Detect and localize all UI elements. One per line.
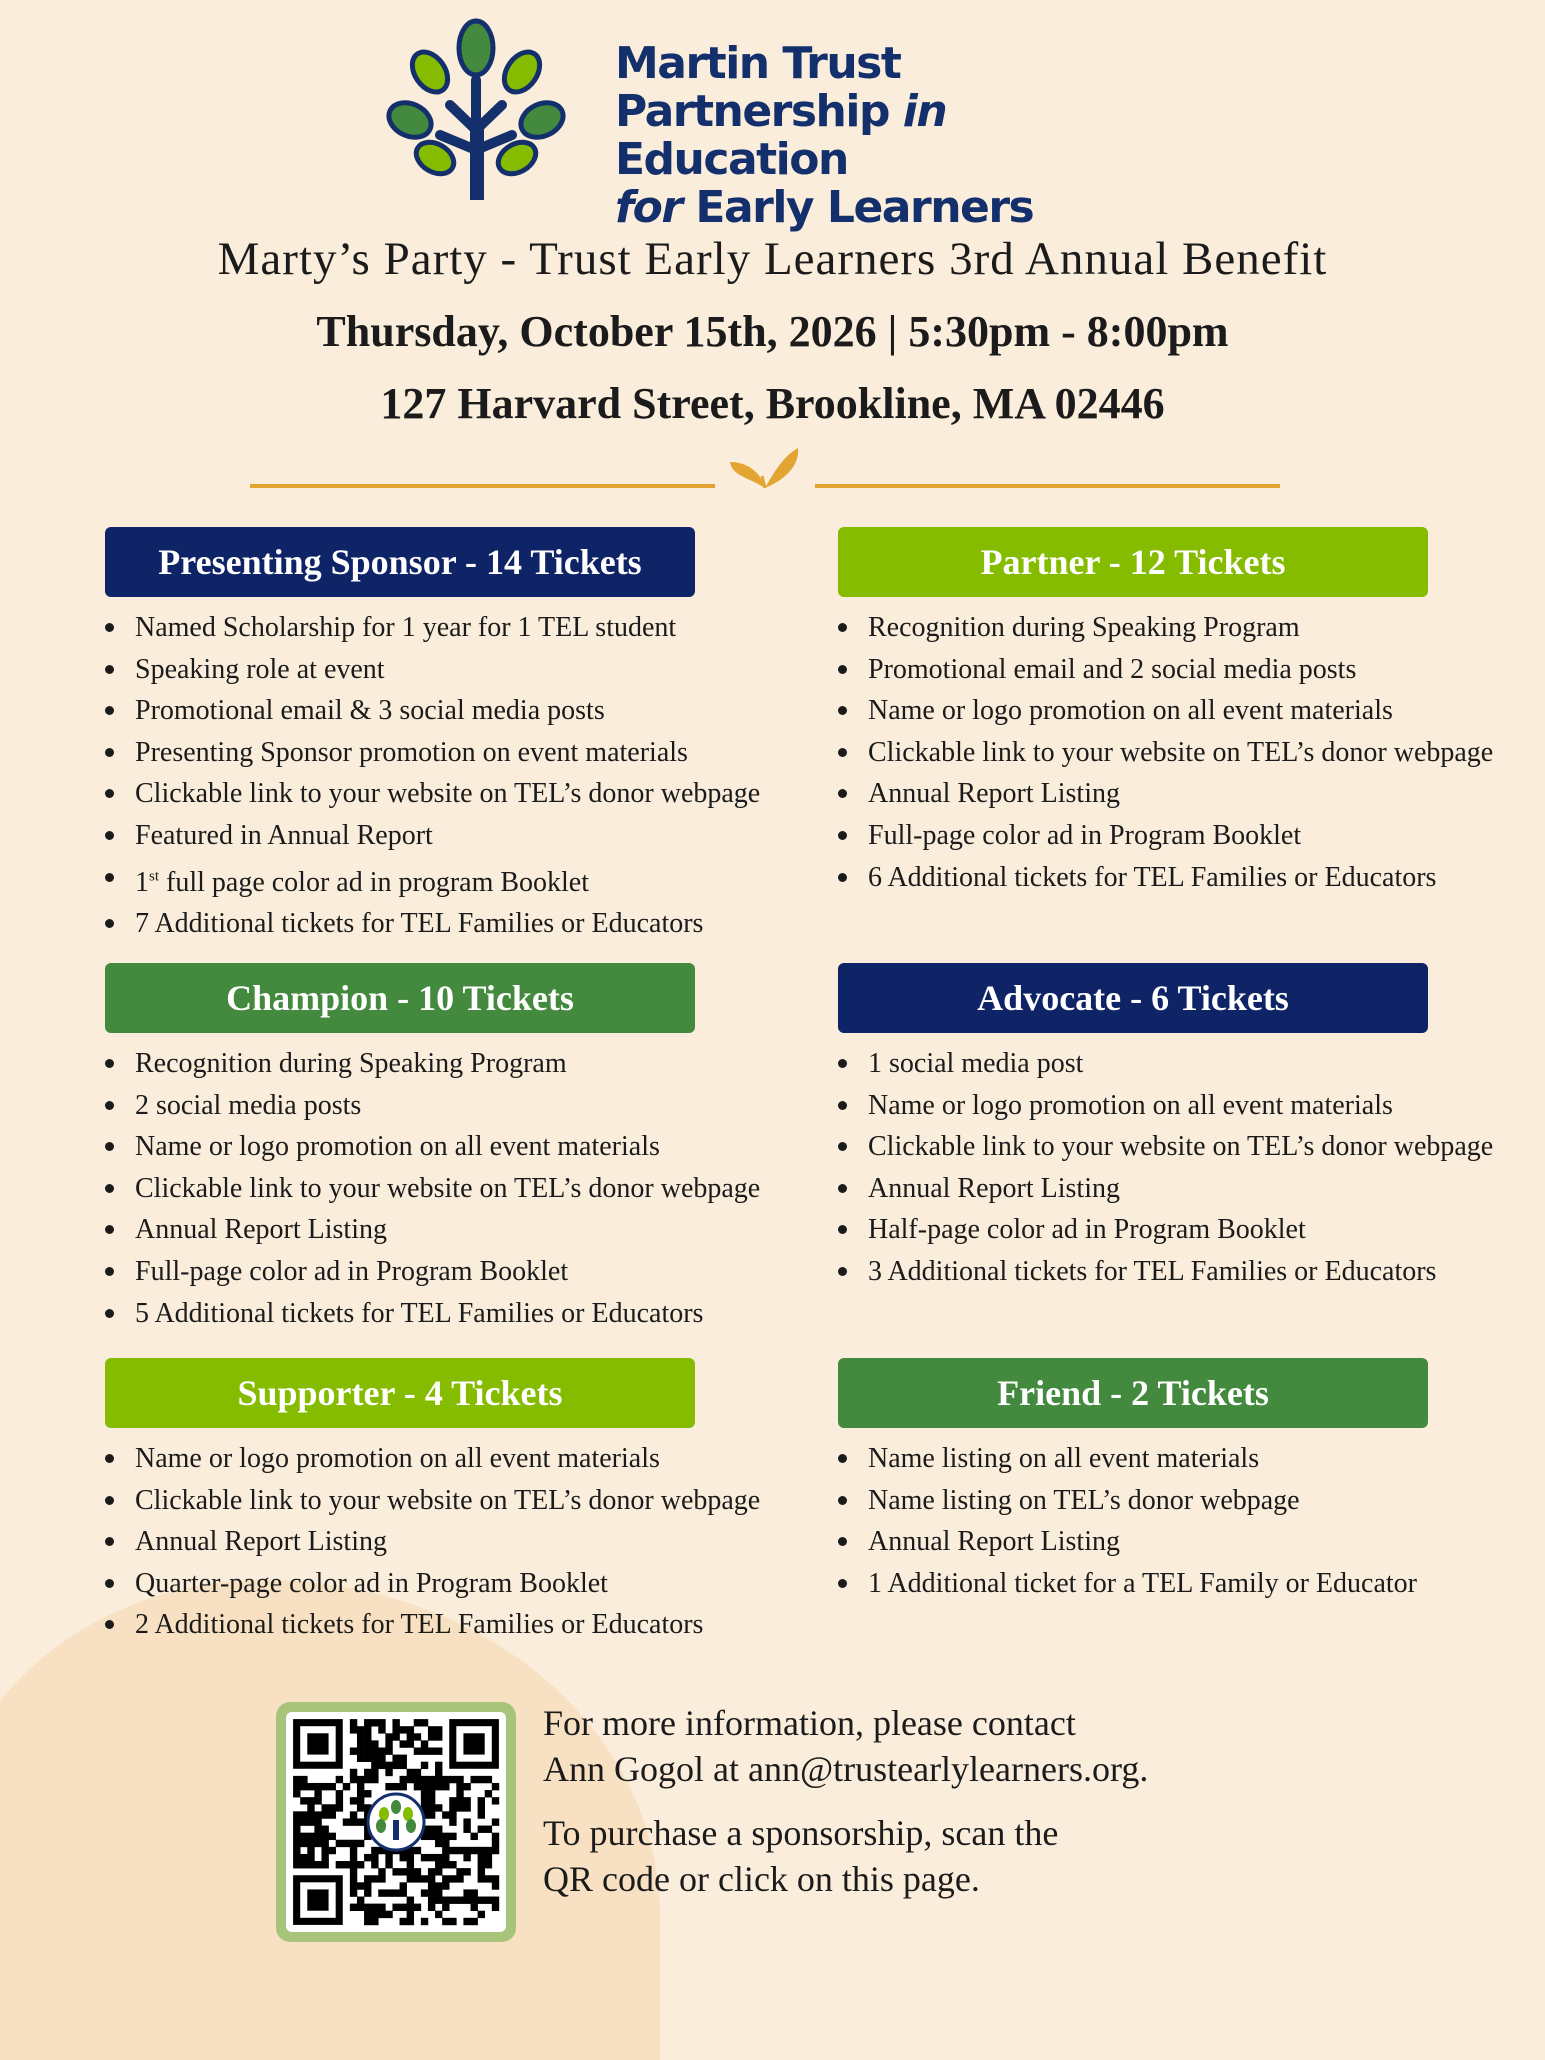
tier-header: Supporter - 4 Tickets bbox=[105, 1358, 695, 1428]
bullet-icon bbox=[105, 789, 114, 798]
tier-benefits-list bbox=[838, 1043, 1508, 1293]
list-item: 6 Additional tickets for TEL Families or Educators bbox=[838, 857, 1508, 899]
tree-logo-icon bbox=[380, 10, 590, 200]
bullet-icon bbox=[105, 1537, 114, 1546]
list-item: Clickable link to your website on TEL’s donor webpage bbox=[105, 773, 775, 815]
tier-benefits-list bbox=[105, 1438, 775, 1646]
list-item: Clickable link to your website on TEL’s donor webpage bbox=[105, 1168, 775, 1210]
bullet-icon bbox=[838, 1101, 847, 1110]
bullet-icon bbox=[838, 831, 847, 840]
qr-code-icon[interactable] bbox=[286, 1712, 506, 1932]
bullet-icon bbox=[105, 665, 114, 674]
bullet-icon bbox=[105, 706, 114, 715]
list-item: Presenting Sponsor promotion on event materials bbox=[105, 732, 775, 774]
bullet-icon bbox=[838, 1059, 847, 1068]
bullet-icon bbox=[838, 1496, 847, 1505]
list-item: Clickable link to your website on TEL’s donor webpage bbox=[838, 732, 1508, 774]
list-item: Quarter-page color ad in Program Booklet bbox=[105, 1563, 775, 1605]
list-item: Annual Report Listing bbox=[105, 1521, 775, 1563]
bullet-icon bbox=[838, 1454, 847, 1463]
tier-header: Friend - 2 Tickets bbox=[838, 1358, 1428, 1428]
list-item: Half-page color ad in Program Booklet bbox=[838, 1209, 1508, 1251]
bullet-icon bbox=[105, 1101, 114, 1110]
bullet-icon bbox=[105, 1454, 114, 1463]
tier-partner bbox=[838, 527, 1508, 898]
tier-supporter bbox=[105, 1358, 775, 1646]
bullet-icon bbox=[105, 1225, 114, 1234]
tier-benefits-list bbox=[105, 607, 775, 945]
tier-benefits-list bbox=[105, 1043, 775, 1334]
list-item: Annual Report Listing bbox=[838, 1168, 1508, 1210]
logo-line-3a: for bbox=[615, 182, 682, 233]
list-item: Annual Report Listing bbox=[838, 1521, 1508, 1563]
list-item: Promotional email and 2 social media posts bbox=[838, 649, 1508, 691]
bullet-icon bbox=[105, 748, 114, 757]
bullet-icon bbox=[105, 1309, 114, 1318]
qr-code-frame[interactable] bbox=[276, 1702, 516, 1942]
purchase-line-2[interactable]: QR code or click on this page. bbox=[543, 1859, 980, 1899]
list-item: Speaking role at event bbox=[105, 649, 775, 691]
tier-header: Presenting Sponsor - 14 Tickets bbox=[105, 527, 695, 597]
contact-line-1: For more information, please contact bbox=[543, 1703, 1076, 1743]
bullet-icon bbox=[105, 831, 114, 840]
bullet-icon bbox=[838, 1267, 847, 1276]
list-item: Featured in Annual Report bbox=[105, 815, 775, 857]
contact-info bbox=[543, 1700, 1243, 1920]
logo-line-2 bbox=[615, 88, 1180, 184]
list-item: Name or logo promotion on all event materials bbox=[838, 690, 1508, 732]
list-item: 7 Additional tickets for TEL Families or Educators bbox=[105, 903, 775, 945]
list-item: Full-page color ad in Program Booklet bbox=[838, 815, 1508, 857]
tier-friend bbox=[838, 1358, 1508, 1604]
qr-code-pattern bbox=[286, 1712, 506, 1932]
bullet-icon bbox=[105, 1496, 114, 1505]
bullet-icon bbox=[838, 748, 847, 757]
logo-line-3 bbox=[615, 184, 1180, 232]
tier-header: Advocate - 6 Tickets bbox=[838, 963, 1428, 1033]
list-item: Promotional email & 3 social media posts bbox=[105, 690, 775, 732]
list-item: Clickable link to your website on TEL’s donor webpage bbox=[105, 1480, 775, 1522]
logo-header bbox=[380, 10, 1180, 233]
tier-presenting-sponsor bbox=[105, 527, 775, 945]
logo-line-2c: Education bbox=[615, 134, 848, 185]
tier-advocate bbox=[838, 963, 1508, 1293]
leaf-divider-icon bbox=[250, 440, 1280, 490]
logo-wordmark bbox=[615, 40, 1180, 232]
list-item: 1 Additional ticket for a TEL Family or Educator bbox=[838, 1563, 1508, 1605]
bullet-icon bbox=[838, 789, 847, 798]
list-item: Name or logo promotion on all event materials bbox=[838, 1085, 1508, 1127]
bullet-icon bbox=[105, 1142, 114, 1151]
bullet-icon bbox=[838, 1537, 847, 1546]
bullet-icon bbox=[105, 1184, 114, 1193]
logo-line-2b: in bbox=[902, 86, 947, 137]
bullet-icon bbox=[105, 1059, 114, 1068]
bullet-icon bbox=[838, 1225, 847, 1234]
bullet-icon bbox=[105, 919, 114, 928]
list-item: Full-page color ad in Program Booklet bbox=[105, 1251, 775, 1293]
bullet-icon bbox=[838, 623, 847, 632]
contact-line-2[interactable]: Ann Gogol at ann@trustearlylearners.org. bbox=[543, 1749, 1149, 1789]
bullet-icon bbox=[105, 1579, 114, 1588]
bullet-icon bbox=[838, 1184, 847, 1193]
bullet-icon bbox=[838, 706, 847, 715]
list-item: Name or logo promotion on all event materials bbox=[105, 1438, 775, 1480]
tier-benefits-list bbox=[838, 1438, 1508, 1604]
list-item: 5 Additional tickets for TEL Families or Educators bbox=[105, 1293, 775, 1335]
tier-header: Partner - 12 Tickets bbox=[838, 527, 1428, 597]
event-address: 127 Harvard Street, Brookline, MA 02446 bbox=[380, 379, 1165, 428]
list-item: Recognition during Speaking Program bbox=[105, 1043, 775, 1085]
list-item: Annual Report Listing bbox=[105, 1209, 775, 1251]
list-item: Name listing on TEL’s donor webpage bbox=[838, 1480, 1508, 1522]
list-item: Name or logo promotion on all event materials bbox=[105, 1126, 775, 1168]
logo-line-1: Martin Trust bbox=[615, 38, 901, 89]
logo-line-2a: Partnership bbox=[615, 86, 903, 137]
list-item: 1 social media post bbox=[838, 1043, 1508, 1085]
bullet-icon bbox=[838, 873, 847, 882]
bullet-icon bbox=[105, 623, 114, 632]
bullet-icon bbox=[838, 1579, 847, 1588]
bullet-icon bbox=[105, 873, 114, 882]
event-date-time: Thursday, October 15th, 2026 | 5:30pm - 8:00pm bbox=[316, 307, 1229, 356]
list-item: 2 social media posts bbox=[105, 1085, 775, 1127]
bullet-icon bbox=[838, 665, 847, 674]
event-title: Marty’s Party - Trust Early Learners 3rd Annual Benefit bbox=[217, 233, 1328, 285]
tier-header: Champion - 10 Tickets bbox=[105, 963, 695, 1033]
list-item: Named Scholarship for 1 year for 1 TEL student bbox=[105, 607, 775, 649]
tier-benefits-list bbox=[838, 607, 1508, 898]
list-item: 3 Additional tickets for TEL Families or Educators bbox=[838, 1251, 1508, 1293]
list-item: Clickable link to your website on TEL’s donor webpage bbox=[838, 1126, 1508, 1168]
list-item: Name listing on all event materials bbox=[838, 1438, 1508, 1480]
bullet-icon bbox=[838, 1142, 847, 1151]
purchase-paragraph bbox=[543, 1810, 1243, 1902]
contact-paragraph bbox=[543, 1700, 1243, 1792]
tier-champion bbox=[105, 963, 775, 1334]
logo-line-3b: Early Learners bbox=[681, 182, 1034, 233]
list-item: Recognition during Speaking Program bbox=[838, 607, 1508, 649]
list-item: 1st full page color ad in program Booklet bbox=[105, 857, 775, 904]
list-item: 2 Additional tickets for TEL Families or Educators bbox=[105, 1604, 775, 1646]
purchase-line-1: To purchase a sponsorship, scan the bbox=[543, 1813, 1059, 1853]
list-item: Annual Report Listing bbox=[838, 773, 1508, 815]
bullet-icon bbox=[105, 1620, 114, 1629]
bullet-icon bbox=[105, 1267, 114, 1276]
